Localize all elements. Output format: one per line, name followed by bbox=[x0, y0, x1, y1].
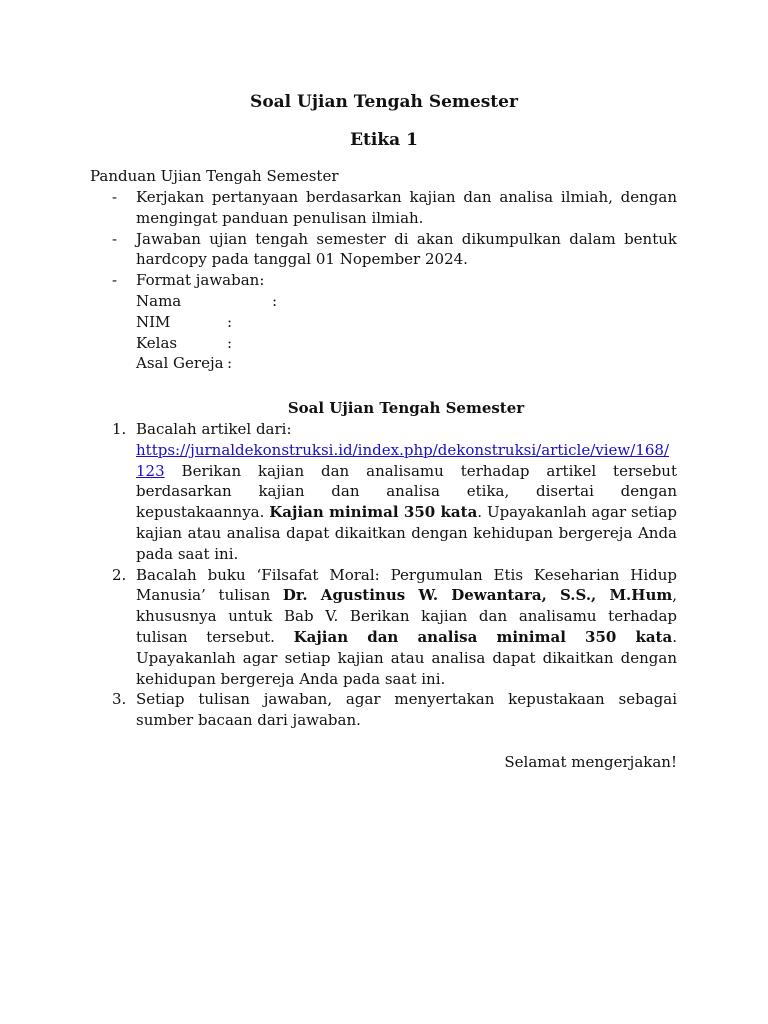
form-field-nim bbox=[136, 312, 677, 333]
guide-item bbox=[90, 270, 677, 374]
form-field-sep: : bbox=[272, 291, 278, 310]
question-text: . Upayakanlah agar setiap kajian atau analisa dapat dikaitkan dengan kehidupan bergereja Anda pada saat ini. bbox=[136, 503, 677, 563]
bullet-dash: - bbox=[112, 188, 118, 206]
closing-remark: Selamat mengerjakan! bbox=[504, 753, 677, 771]
form-field-sep: : bbox=[227, 312, 233, 331]
document-title: Soal Ujian Tengah Semester bbox=[250, 92, 518, 112]
guide-item bbox=[90, 229, 677, 271]
question-text: . Upayakanlah agar setiap kajian atau analisa dapat dikaitkan dengan kehidupan bergereja Anda pada saat ini. bbox=[136, 627, 677, 688]
guide-item-text: Kerjakan pertanyaan berdasarkan kajian dan analisa ilmiah, dengan mengingat panduan penulisan ilmiah. bbox=[136, 188, 677, 227]
question-text: Setiap tulisan jawaban, agar menyertakan kepustakaan sebagai sumber bacaan dari jawaban. bbox=[136, 690, 677, 730]
form-field-kelas bbox=[136, 333, 677, 354]
question-lead: Bacalah artikel dari: bbox=[136, 420, 292, 438]
question-text: , khususnya untuk Bab V. Berikan kajian dan analisamu terhadap tulisan tersebut. bbox=[136, 586, 678, 646]
question-emphasis: Kajian dan analisa minimal 350 kata bbox=[293, 627, 673, 646]
form-field-sep: : bbox=[227, 333, 233, 352]
question-text: Berikan kajian dan analisamu terhadap artikel tersebut berdasarkan kajian dan analisa etika, disertai dengan kepustakaannya. bbox=[136, 461, 677, 522]
question-emphasis: Kajian minimal 350 kata bbox=[269, 503, 478, 522]
form-field-label: Kelas bbox=[136, 333, 178, 352]
question-number: 1. bbox=[112, 420, 127, 438]
guide-item-text: Jawaban ujian tengah semester di akan dikumpulkan dalam bentuk hardcopy pada tanggal 01 Nopember 2024. bbox=[136, 229, 677, 269]
guide-item bbox=[90, 187, 677, 229]
guide-list bbox=[90, 187, 677, 374]
questions-list bbox=[90, 419, 677, 731]
book-author: Dr. Agustinus W. Dewantara, S.S., M.Hum bbox=[282, 586, 673, 605]
question-number: 3. bbox=[112, 690, 127, 709]
form-field-sep: : bbox=[227, 354, 233, 373]
question-text: Bacalah buku ‘Filsafat Moral: Pergumulan Etis Keseharian Hidup Manusia’ tulisan bbox=[136, 565, 677, 605]
article-link[interactable]: https://jurnaldekonstruksi.id/index.php/dekonstruksi/article/view/168/123 bbox=[136, 440, 670, 480]
questions-heading: Soal Ujian Tengah Semester bbox=[287, 399, 525, 417]
form-field-label: NIM bbox=[136, 312, 171, 331]
form-field-asal-gereja bbox=[136, 353, 677, 374]
guide-item-text: Format jawaban: bbox=[136, 271, 265, 290]
form-field-label: Asal Gereja bbox=[136, 354, 224, 373]
form-field-nama bbox=[136, 291, 677, 312]
bullet-dash: - bbox=[112, 271, 118, 290]
question-item bbox=[90, 565, 677, 690]
bullet-dash: - bbox=[112, 229, 118, 248]
question-item bbox=[90, 689, 677, 731]
document-subtitle: Etika 1 bbox=[350, 130, 418, 150]
guide-intro: Panduan Ujian Tengah Semester bbox=[90, 167, 339, 185]
question-number: 2. bbox=[112, 565, 127, 584]
form-field-label: Nama bbox=[136, 291, 182, 310]
question-item bbox=[90, 419, 677, 565]
